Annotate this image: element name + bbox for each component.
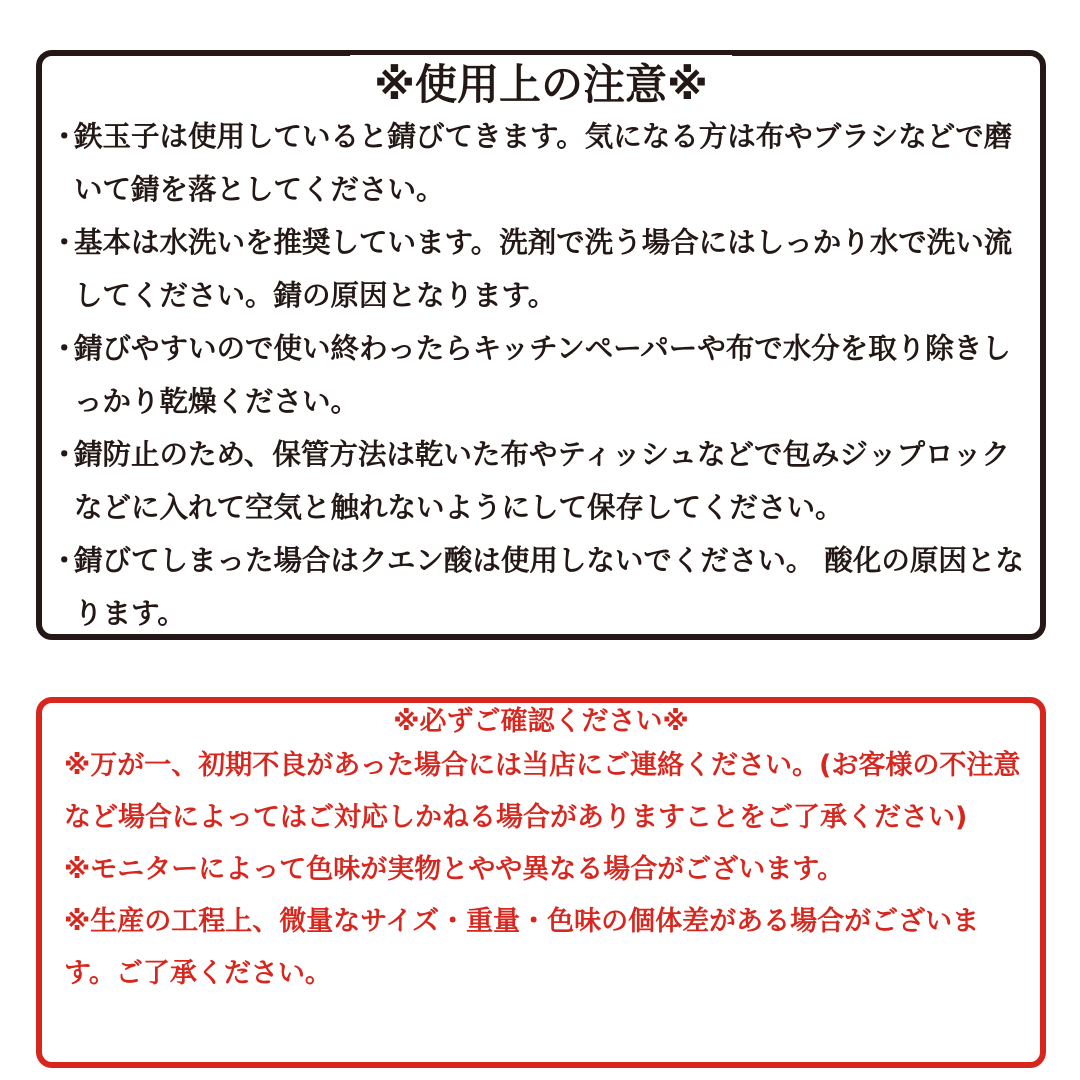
- confirmation-list: [64, 740, 1030, 1000]
- usage-note-text: 錆びてしまった場合はクエン酸は使用しないでください。 酸化の原因となります。: [74, 544, 1024, 630]
- usage-notes-title: ※使用上の注意※: [350, 55, 732, 115]
- confirmation-item: ※モニターによって色味が実物とやや異なる場合がございます。: [64, 854, 845, 885]
- usage-note-item: [50, 534, 1038, 640]
- usage-note-item: [50, 110, 1038, 216]
- usage-note-text: 鉄玉子は使用していると錆びてきます。気になる方は布やブラシなどで磨いて錆を落としてください。: [74, 120, 1013, 206]
- usage-note-item: [50, 216, 1038, 322]
- usage-note-item: [50, 322, 1038, 428]
- usage-note-text: 基本は水洗いを推奨しています。洗剤で洗う場合にはしっかり水で洗い流してください。錆の原因となります。: [74, 226, 1013, 312]
- usage-note-text: 錆防止のため、保管方法は乾いた布やティッシュなどで包みジップロックなどに入れて空気と触れないようにして保存してください。: [74, 438, 1010, 524]
- confirmation-panel: [36, 697, 1046, 1068]
- usage-note-text: 錆びやすいので使い終わったらキッチンペーパーや布で水分を取り除きしっかり乾燥ください。: [74, 332, 1011, 418]
- usage-notes-list: [50, 110, 1038, 640]
- bullet-dot: ・: [50, 544, 79, 577]
- bullet-dot: ・: [50, 226, 79, 259]
- bullet-dot: ・: [50, 332, 79, 365]
- bullet-dot: ・: [50, 120, 79, 153]
- bullet-dot: ・: [50, 438, 79, 471]
- usage-notes-panel: [36, 50, 1046, 640]
- confirmation-item: ※万が一、初期不良があった場合には当店にご連絡ください。(お客様の不注意など場合によってはご対応しかねる場合がありますことをご了承ください): [64, 750, 1021, 833]
- confirmation-title: ※必ずご確認ください※: [369, 704, 713, 740]
- usage-note-item: [50, 428, 1038, 534]
- confirmation-item: ※生産の工程上、微量なサイズ・重量・色味の個体差がある場合がございます。ご了承ください。: [64, 906, 980, 989]
